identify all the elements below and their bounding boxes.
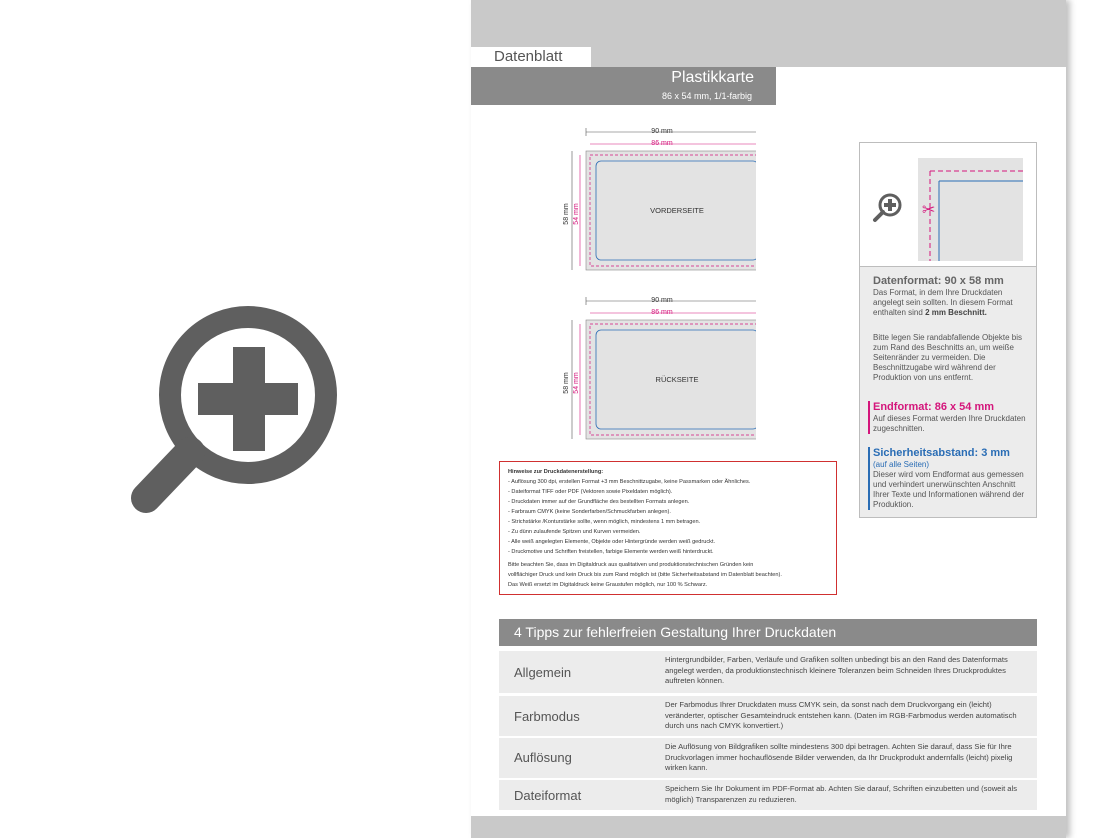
magnifier-icon[interactable] xyxy=(872,191,904,228)
tip-label: Allgemein xyxy=(514,665,572,680)
tip-text: Hintergrundbilder, Farben, Verläufe und Grafiken sollten unbedingt bis an den Rand des Datenformats angelegt werden, da produktionstechnisch kleinere Toleranzen beim Schneiden Ihres Druckproduktes auftreten können. xyxy=(665,655,1008,685)
tip-row-allgemein xyxy=(499,651,1037,693)
product-subtitle: 86 x 54 mm, 1/1-farbig xyxy=(661,91,752,101)
bleed-note: Bitte legen Sie randabfallende Objekte bis zum Rand des Beschnitts an, um weiße Seitenränder zu vermeiden. Die Beschnittzugabe wird während der Produktion von uns entfernt. xyxy=(873,333,1022,382)
hints-note xyxy=(508,560,828,590)
tip-text: Die Auflösung von Bildgrafiken sollte mindestens 300 dpi betragen. Achten Sie darauf, dass Sie für Ihre Druckvorlagen immer hochauflösende Bilder verwenden, da Ihr Druckprodukt andernfalls (leicht) pixelig wirken kann. xyxy=(665,742,1013,772)
title-bar xyxy=(471,67,776,105)
datasheet-page xyxy=(471,0,1066,838)
back-width-inner: 86 mm xyxy=(651,309,673,316)
back-card-diagram xyxy=(563,297,756,439)
corner-preview xyxy=(860,143,1036,267)
datenformat-bold: 2 mm Beschnitt. xyxy=(925,308,987,317)
hints-note-line: Das Weiß ersetzt im Digitaldruck keine Graustufen möglich, nur 100 % Schwarz. xyxy=(508,582,708,588)
tip-row-dateiformat xyxy=(499,780,1037,810)
hint-item: - Alle weiß angelegten Elemente, Objekte oder Hintergründe werden weiß gedruckt. xyxy=(508,539,716,545)
tip-label: Dateiformat xyxy=(514,788,582,803)
tip-row-aufloesung xyxy=(499,738,1037,778)
product-title: Plastikkarte xyxy=(671,69,754,86)
tip-label: Auflösung xyxy=(514,750,572,765)
hints-note-line: Bitte beachten Sie, dass im Digitaldruck aus qualitativen und produktionstechnischen Gründen kein xyxy=(508,562,754,568)
tip-label: Farbmodus xyxy=(514,709,580,724)
sicherheitsabstand-heading: Sicherheitsabstand: 3 mm xyxy=(873,447,1010,459)
tip-text: Speichern Sie Ihr Dokument im PDF-Format ab. Achten Sie darauf, Schriften einzubetten und (soweit als möglich) Transparenzen zu reduzieren. xyxy=(665,784,1018,804)
hint-item: - Druckmotive und Schriften freistellen, farbige Elemente werden weiß hinterdruckt. xyxy=(508,549,714,555)
back-height-outer: 58 mm xyxy=(563,372,570,394)
back-width-outer: 90 mm xyxy=(651,297,673,304)
front-label: VORDERSEITE xyxy=(650,206,704,215)
header-band xyxy=(471,0,1066,47)
hint-item: - Druckdaten immer auf der Grundfläche des bestellten Formats anlegen. xyxy=(508,499,690,505)
sicherheitsabstand-text: Dieser wird vom Endformat aus gemessen und verhindert unerwünschten Anschnitt Ihrer Texte und Informationen während der Produktion. xyxy=(873,470,1025,509)
tips-heading: 4 Tipps zur fehlerfreien Gestaltung Ihrer Druckdaten xyxy=(499,619,1037,646)
datenformat-heading: Datenformat: 90 x 58 mm xyxy=(873,275,1004,287)
endformat-section xyxy=(868,401,1033,434)
header-strip xyxy=(591,47,1066,67)
tip-row-farbmodus xyxy=(499,696,1037,736)
back-height-inner: 54 mm xyxy=(573,372,580,394)
back-label: RÜCKSEITE xyxy=(655,375,699,384)
datenformat-section xyxy=(873,275,1033,318)
print-hints-box xyxy=(499,461,837,595)
hint-item: - Zu dünn zulaufende Spitzen und Kurven vermeiden. xyxy=(508,529,641,535)
format-diagram xyxy=(556,122,756,444)
front-width-inner: 86 mm xyxy=(651,140,673,147)
sicherheitsabstand-section xyxy=(868,447,1033,510)
tip-text: Der Farbmodus Ihrer Druckdaten muss CMYK sein, da sonst nach dem Druckvorgang ein (leicht) veränderter, optischer Gesamteindruck entstehen kann. (Daten im RGB-Farbmodus werden automatisch durch uns nach CMYK konvertiert.) xyxy=(665,700,1017,730)
hint-item: - Dateiformat TIFF oder PDF (Vektoren sowie Pixeldaten möglich). xyxy=(508,489,673,495)
format-info-box xyxy=(859,142,1037,518)
scissors-icon: ✂ xyxy=(922,202,936,219)
front-width-outer: 90 mm xyxy=(651,128,673,135)
front-height-outer: 58 mm xyxy=(563,203,570,225)
hints-heading: Hinweise zur Druckdatenerstellung: xyxy=(508,469,604,475)
front-card-diagram xyxy=(563,128,756,270)
hint-item: - Strichstärke /Konturstärke sollte, wenn möglich, mindestens 1 mm betragen. xyxy=(508,519,701,525)
datenformat-text: Das Format, in dem Ihre Druckdaten angelegt sein sollten. In diesem Format enthalten sind xyxy=(873,288,1013,317)
info-body xyxy=(860,267,1036,517)
sicherheitsabstand-sub: (auf alle Seiten) xyxy=(873,460,930,469)
zoom-in-icon[interactable] xyxy=(118,280,358,525)
endformat-text: Auf dieses Format werden Ihre Druckdaten zugeschnitten. xyxy=(873,414,1026,433)
datasheet-tab: Datenblatt xyxy=(471,47,591,67)
hint-item: - Auflösung 300 dpi, erstellen Format +3 mm Beschnittzugabe, keine Passmarken oder Ähnliches. xyxy=(508,479,751,485)
endformat-heading: Endformat: 86 x 54 mm xyxy=(873,401,995,413)
hint-item: - Farbraum CMYK (keine Sonderfarben/Schmuckfarben anlegen). xyxy=(508,509,671,515)
footer-band xyxy=(471,816,1066,838)
hints-note-line: vollflächiger Druck und kein Druck bis zum Rand möglich ist (bitte Sicherheitsabstand im Datenblatt beachten). xyxy=(508,572,782,578)
front-height-inner: 54 mm xyxy=(573,203,580,225)
